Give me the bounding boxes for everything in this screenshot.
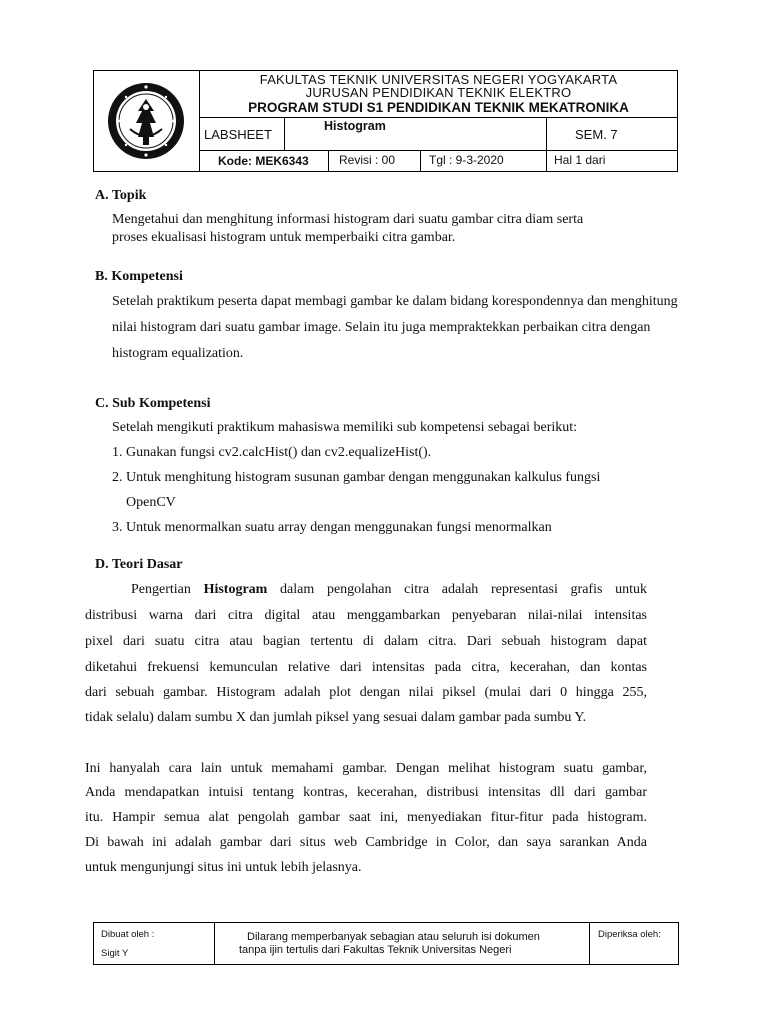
section-d-p2-line-1: Ini hanyalah cara lain untuk memahami gambar. Dengan melihat histogram suatu gambar,: [85, 761, 647, 776]
revision-label: Revisi : 00: [339, 153, 396, 167]
section-c-item-2: 2. Untuk menghitung histogram susunan gambar dengan menggunakan kalkulus fungsi: [112, 470, 601, 485]
labsheet-label: LABSHEET: [204, 127, 272, 142]
footer-notice-line-1: Dilarang memperbanyak sebagian atau seluruh isi dokumen: [247, 931, 540, 943]
footer-notice-line-2: tanpa ijin tertulis dari Fakultas Teknik Universitas Negeri: [239, 944, 512, 956]
section-a-heading: A. Topik: [95, 188, 147, 203]
section-b-heading: B. Kompetensi: [95, 269, 183, 284]
footer-checker-cell: [589, 922, 679, 965]
section-d-p1-line-1: [131, 582, 647, 598]
revision-cell: [328, 150, 421, 172]
section-d-heading: D. Teori Dasar: [95, 557, 183, 572]
section-b-line-1: Setelah praktikum peserta dapat membagi gambar ke dalam bidang korespondennya dan menghitung: [112, 294, 678, 309]
section-c-item-3: 3. Untuk menormalkan suatu array dengan menggunakan fungsi menormalkan: [112, 520, 552, 535]
kode-cell: [199, 150, 329, 172]
date-label: Tgl : 9-3-2020: [429, 153, 504, 167]
footer-author-cell: [93, 922, 215, 965]
checker-label: Diperiksa oleh:: [598, 929, 661, 940]
topic-title-cell: [284, 117, 547, 151]
section-a-line-1: Mengetahui dan menghitung informasi histogram dari suatu gambar citra diam serta: [112, 212, 584, 227]
page-label: Hal 1 dari: [554, 153, 606, 167]
p1-start: Pengertian: [131, 582, 204, 597]
semester-cell: [546, 117, 678, 151]
section-a-line-2: proses ekualisasi histogram untuk memperbaiki citra gambar.: [112, 230, 456, 245]
document-header: [93, 70, 678, 172]
section-c-item-2-cont: OpenCV: [126, 495, 176, 510]
program-name: PROGRAM STUDI S1 PENDIDIKAN TEKNIK MEKATRONIKA: [248, 100, 629, 115]
section-d-p2-line-3: itu. Hampir semua alat pengolah gambar saat ini, menyediakan fitur-fitur pada histogram.: [85, 810, 647, 825]
section-c-intro: Setelah mengikuti praktikum mahasiswa memiliki sub kompetensi sebagai berikut:: [112, 420, 578, 435]
section-d-p2-line-2: Anda mendapatkan intuisi tentang kontras, kecerahan, distribusi intensitas dll dari gambar: [85, 785, 647, 800]
title-cell: [199, 70, 678, 118]
topic-title: Histogram: [324, 119, 386, 133]
semester-label: SEM. 7: [575, 127, 618, 142]
footer-notice-cell: [214, 922, 590, 965]
faculty-name: FAKULTAS TEKNIK UNIVERSITAS NEGERI YOGYAKARTA: [259, 72, 618, 87]
section-b-line-2: nilai histogram dari suatu gambar image. Selain itu juga mempraktekkan perbaikan citra dengan: [112, 320, 651, 335]
page-cell: [546, 150, 678, 172]
section-c-heading: C. Sub Kompetensi: [95, 396, 211, 411]
section-b-line-3: histogram equalization.: [112, 346, 244, 361]
section-d-p2-line-5: untuk mengunjungi situs ini untuk lebih jelasnya.: [85, 860, 362, 875]
section-d-p1-line-5: dari sebuah gambar. Histogram adalah plot dengan nilai piksel (mulai dari 0 hingga 255,: [85, 685, 647, 700]
course-code: Kode: MEK6343: [218, 154, 309, 168]
date-cell: [420, 150, 547, 172]
section-c-item-1: 1. Gunakan fungsi cv2.calcHist() dan cv2.equalizeHist().: [112, 445, 432, 460]
author-label: Dibuat oleh :: [101, 929, 155, 940]
section-d-p1-line-4: diketahui frekuensi kemunculan relative dari intensitas pada citra, kecerahan, dan kontas: [85, 660, 647, 675]
section-d-p1-line-6: tidak selalu) dalam sumbu X dan jumlah piksel yang sesuai dalam gambar pada sumbu Y.: [85, 710, 587, 725]
section-d-p2-line-4: Di bawah ini adalah gambar dari situs web Cambridge in Color, dan saya sarankan Anda: [85, 835, 647, 850]
section-d-p1-line-2: distribusi warna dari citra digital atau menggambarkan penyebaran nilai-nilai intensitas: [85, 608, 647, 623]
labsheet-cell: [199, 117, 285, 151]
section-d-p1-line-3: pixel dari suatu citra atau bagian tertentu di dalam citra. Dari sebuah histogram dapat: [85, 634, 647, 649]
p1-rest: dalam pengolahan citra adalah representasi grafis untuk: [267, 582, 647, 597]
logo-cell: [93, 70, 200, 172]
department-name: JURUSAN PENDIDIKAN TEKNIK ELEKTRO: [305, 85, 572, 100]
author-name: Sigit Y: [101, 948, 129, 959]
university-seal-logo: [94, 71, 199, 171]
histogram-term: Histogram: [203, 582, 268, 597]
document-footer: [93, 922, 679, 965]
